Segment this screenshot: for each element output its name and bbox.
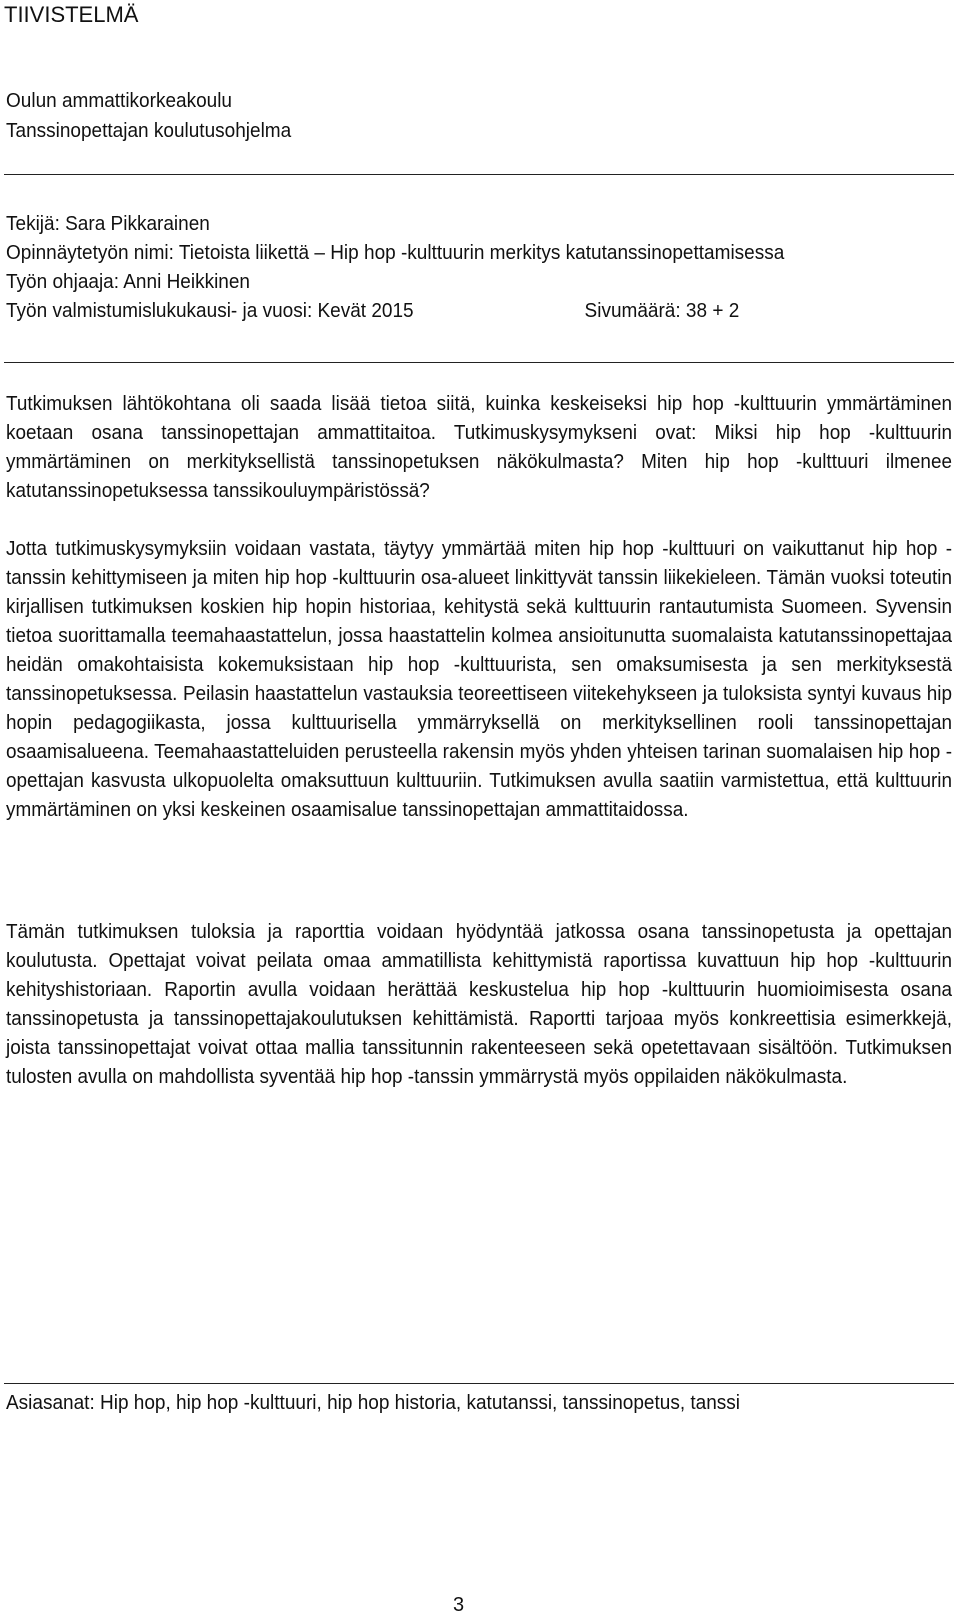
divider-top xyxy=(4,174,954,175)
page-count: Sivumäärä: 38 + 2 xyxy=(584,300,740,322)
term-line: Työn valmistumislukukausi- ja vuosi: Kevät 2015 xyxy=(6,300,414,322)
thesis-metadata xyxy=(6,210,937,326)
keywords-line: Asiasanat: Hip hop, hip hop -kulttuuri, hip hop historia, katutanssi, tanssinopetus, tanssi xyxy=(6,1392,741,1414)
thesis-title-line: Opinnäytetyön nimi: Tietoista liikettä – Hip hop -kulttuurin merkitys katutanssinopettamisessa xyxy=(6,242,785,264)
abstract-paragraph-1: Tutkimuksen lähtökohtana oli saada lisää tietoa siitä, kuinka keskeiseksi hip hop -kulttuurin ymmärtäminen koetaan osana tanssinopettajan ammattitaitoa. Tutkimuskysymykseni ovat: Miksi hip hop -kulttuurin ymmärtäminen on merkityksellistä tanssinopetuksen näkökulmasta? Miten hip hop -kulttuuri ilmenee katutanssinopetuksessa tanssikouluympäristössä? xyxy=(6,393,952,502)
organization-info xyxy=(6,86,291,146)
page-title: TIIVISTELMÄ xyxy=(4,2,139,27)
author-line: Tekijä: Sara Pikkarainen xyxy=(6,213,210,235)
programme-name: Tanssinopettajan koulutusohjelma xyxy=(6,120,292,142)
page-number: 3 xyxy=(453,1594,465,1616)
divider-bottom xyxy=(4,1383,954,1384)
supervisor-line: Työn ohjaaja: Anni Heikkinen xyxy=(6,271,251,293)
school-name: Oulun ammattikorkeakoulu xyxy=(6,90,232,112)
divider-middle xyxy=(4,362,954,363)
abstract-paragraph-2: Jotta tutkimuskysymyksiin voidaan vastata, täytyy ymmärtää miten hip hop -kulttuuri on vaikuttanut hip hop -tanssin kehittymiseen ja miten hip hop -kulttuurin osa-alueet linkittyvät tanssin liikekieleen. Tämän vuoksi toteutin kirjallisen tutkimuksen koskien hip hopin historiaa, kehitystä sekä kulttuurin rantautumista Suomeen. Syvensin tietoa suorittamalla teemahaastattelun, jossa haastattelin kolmea ansioitunutta suomalaista katutanssinopettajaa heidän omakohtaisista kokemuksistaan hip hop -kulttuurista, sen omaksumisesta ja sen merkityksestä tanssinopetuksessa. Peilasin haastattelun vastauksia teoreettiseen viitekehykseen ja tuloksista syntyi kuvaus hip hopin pedagogiikasta, jossa kulttuurisella ymmärryksellä on merkityksellinen rooli tanssinopettajan osaamisalueena. Teemahaastatteluiden perusteella rakensin myös yhden yhteisen tarinan suomalaisen hip hop -opettajan kasvusta ulkopuolelta omaksuttuun kulttuuriin. Tutkimuksen avulla saatiin varmistettua, että kulttuurin ymmärtäminen on yksi keskeinen osaamisalue tanssinopettajan ammattitaidossa. xyxy=(6,538,952,821)
abstract-paragraph-3: Tämän tutkimuksen tuloksia ja raporttia voidaan hyödyntää jatkossa osana tanssinopetusta ja opettajan koulutusta. Opettajat voivat peilata omaa ammatillista kehittymistä raportissa kuvattuun hip hop -kulttuurin kehityshistoriaan. Raportin avulla voidaan herättää keskustelua hip hop -kulttuurin huomioimisesta osana tanssinopetusta ja tanssinopettajakoulutuksen kehittämistä. Raportti tarjoaa myös konkreettisia esimerkkejä, joista tanssinopettajat voivat ottaa mallia tanssitunnin rakenteeseen sekä opetettavaan sisältöön. Tutkimuksen tulosten avulla on mahdollista syventää hip hop -tanssin ymmärrystä myös oppilaiden näkökulmasta. xyxy=(6,921,952,1088)
